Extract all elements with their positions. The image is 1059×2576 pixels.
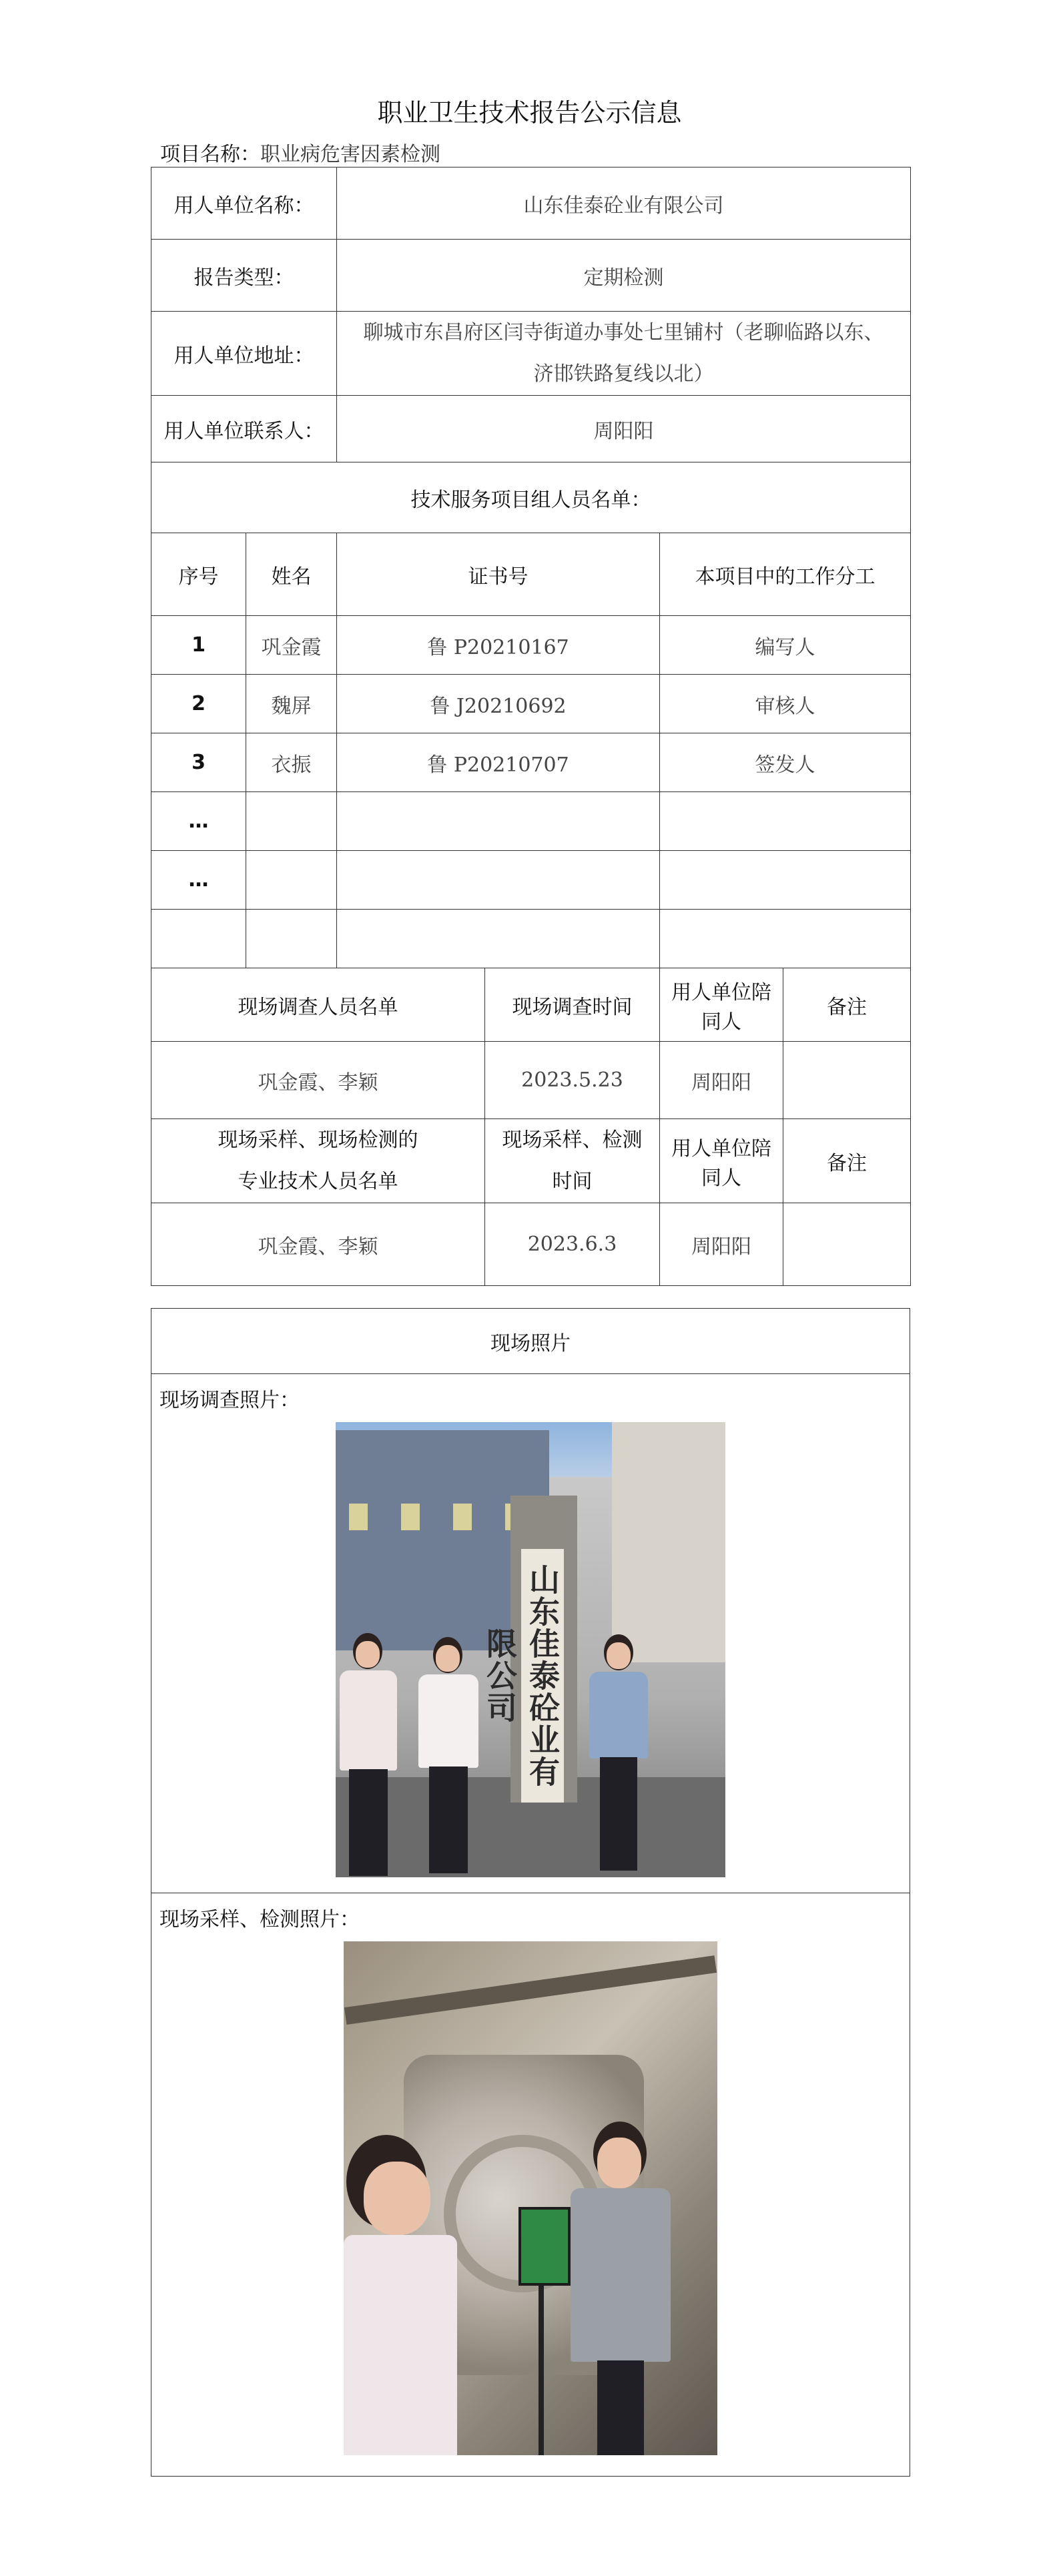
sampling-data-row [151,1203,911,1286]
contact-value: 周阳阳 [337,396,911,462]
member-role: 编写人 [660,616,911,675]
member-cert: 鲁 P20210707 [337,733,660,792]
sampling-device [518,2207,571,2286]
survey-photo [336,1422,725,1877]
report-type-row [151,240,911,312]
project-name-value: 职业病危害因素检测 [260,143,440,166]
survey-data-row [151,1042,911,1119]
survey-col-staff: 现场调查人员名单 [151,968,485,1042]
sampling-col-note: 备注 [783,1119,911,1203]
survey-header-row [151,968,911,1042]
member-cert: 鲁 P20210167 [337,616,660,675]
survey-note [783,1042,911,1119]
photo-heading-row [151,1309,910,1374]
info-table [151,167,911,1286]
member-name: 魏屏 [246,675,337,733]
contact-label: 用人单位联系人： [151,396,337,462]
table-row [151,733,911,792]
member-role [660,851,911,910]
sampling-photo-cell [151,1893,910,2477]
survey-staff: 巩金霞、李颖 [151,1042,485,1119]
table-row [151,851,911,910]
member-name [246,851,337,910]
sampling-col-date [485,1119,660,1203]
sampling-photo-row [151,1893,910,2477]
address-row [151,312,911,396]
member-no: … [151,792,246,851]
address-label: 用人单位地址： [151,312,337,396]
team-heading: 技术服务项目组人员名单： [151,462,911,533]
sampling-photo-label: 现场采样、检测照片： [159,1908,360,1931]
survey-date: 2023.5.23 [485,1042,660,1119]
report-type-label: 报告类型： [151,240,337,312]
survey-photo-cell [151,1374,910,1893]
project-name [160,137,440,167]
table-row [151,910,911,968]
sampling-col-staff [151,1119,485,1203]
ceiling-beam [344,1955,717,2025]
unit-name-row [151,168,911,240]
sampling-date: 2023.6.3 [485,1203,660,1286]
sampling-escort: 周阳阳 [660,1203,783,1286]
sampling-staff: 巩金霞、李颖 [151,1203,485,1286]
sampling-col-date-line-2: 时间 [552,1169,593,1193]
table-row [151,792,911,851]
member-name: 巩金霞 [246,616,337,675]
member-no: 2 [151,675,246,733]
member-cert: 鲁 J20210692 [337,675,660,733]
sampling-col-staff-line-2: 专业技术人员名单 [238,1169,398,1193]
col-header-no: 序号 [151,533,246,616]
sampling-header-row [151,1119,911,1203]
tripod [539,2278,544,2455]
sampling-photo [344,1941,717,2455]
survey-photo-label: 现场调查照片： [159,1389,300,1412]
unit-name-value: 山东佳泰砼业有限公司 [337,168,911,240]
address-value [337,312,911,396]
member-name [246,792,337,851]
sampling-col-date-line-1: 现场采样、检测 [502,1128,643,1152]
member-cert [337,910,660,968]
survey-col-note: 备注 [783,968,911,1042]
col-header-cert: 证书号 [337,533,660,616]
member-no [151,910,246,968]
contact-row [151,396,911,462]
report-type-value: 定期检测 [337,240,911,312]
address-line-2: 济邯铁路复线以北） [533,362,714,386]
col-header-name: 姓名 [246,533,337,616]
page-title: 职业卫生技术报告公示信息 [377,98,682,127]
unit-name-label: 用人单位名称： [151,168,337,240]
table-row [151,616,911,675]
member-role: 签发人 [660,733,911,792]
member-no: 1 [151,616,246,675]
survey-col-escort: 用人单位陪同人 [660,968,783,1042]
side-building [612,1422,725,1662]
member-name [246,910,337,968]
col-header-role: 本项目中的工作分工 [660,533,911,616]
project-name-label: 项目名称： [160,143,260,166]
photo-table [151,1308,910,2477]
member-role [660,792,911,851]
gate-sign: 山东佳泰砼业有限公司 [521,1549,564,1803]
address-line-1: 聊城市东昌府区闫寺街道办事处七里铺村（老聊临路以东、 [363,320,884,344]
team-header-row [151,533,911,616]
sampling-note [783,1203,911,1286]
survey-col-date: 现场调查时间 [485,968,660,1042]
member-cert [337,851,660,910]
member-role: 审核人 [660,675,911,733]
table-row [151,675,911,733]
member-no: 3 [151,733,246,792]
sampling-col-escort: 用人单位陪同人 [660,1119,783,1203]
photo-heading: 现场照片 [151,1309,910,1374]
sampling-col-staff-line-1: 现场采样、现场检测的 [218,1128,418,1152]
survey-photo-row [151,1374,910,1893]
member-cert [337,792,660,851]
survey-escort: 周阳阳 [660,1042,783,1119]
member-name: 衣振 [246,733,337,792]
member-no: … [151,851,246,910]
member-role [660,910,911,968]
team-heading-row [151,462,911,533]
